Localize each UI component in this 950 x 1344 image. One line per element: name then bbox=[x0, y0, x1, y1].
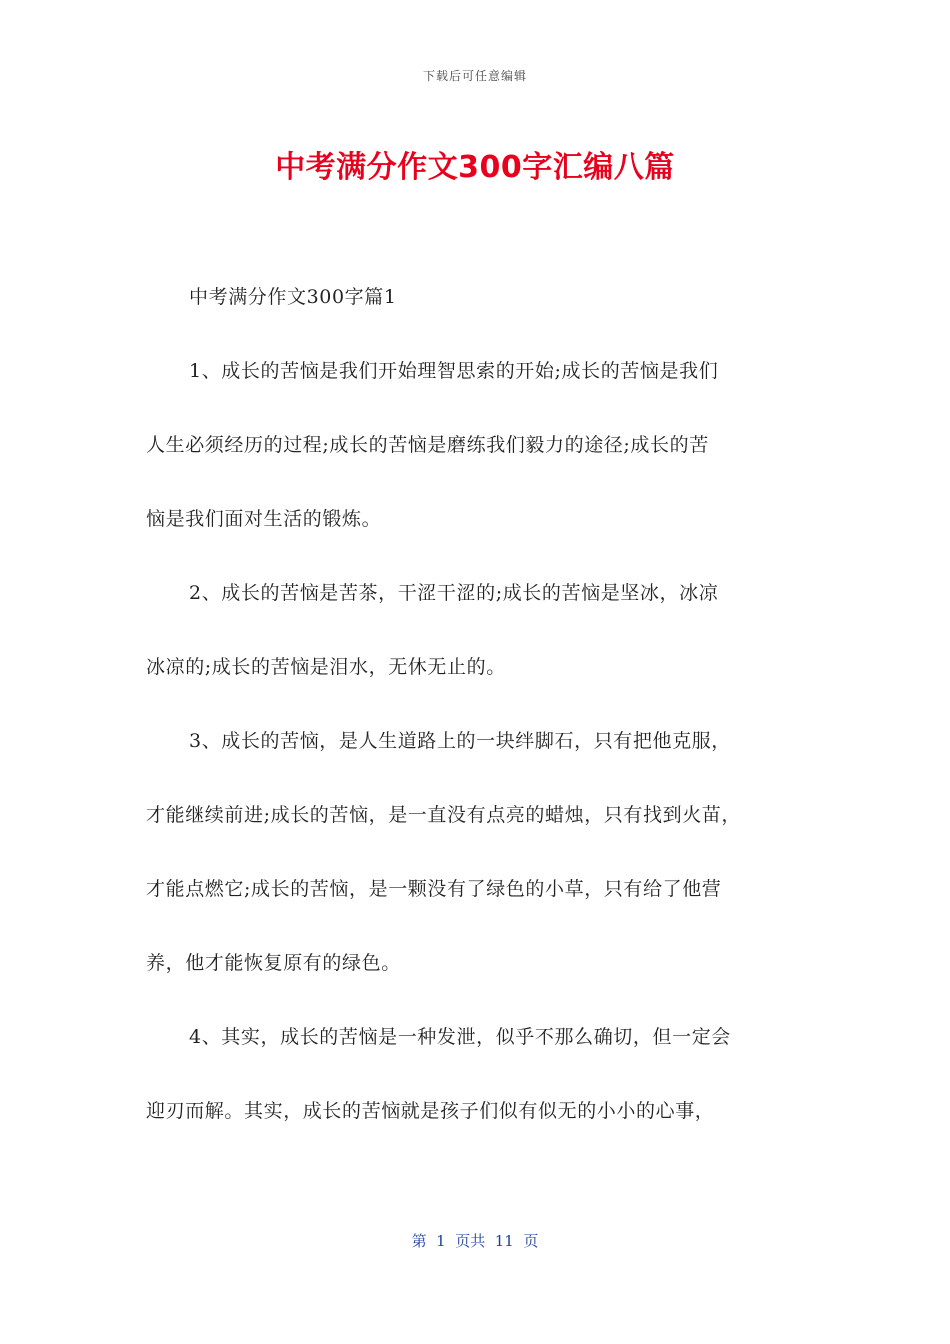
paragraph-line: 才能点燃它;成长的苦恼，是一颗没有了绿色的小草，只有给了他营 bbox=[146, 878, 722, 900]
paragraph-line: 4、其实，成长的苦恼是一种发泄，似乎不那么确切，但一定会 bbox=[189, 1026, 731, 1048]
paragraph-line: 恼是我们面对生活的锻炼。 bbox=[146, 508, 382, 530]
paragraph-line: 2、成长的苦恼是苦茶，干涩干涩的;成长的苦恼是坚冰，冰凉 bbox=[189, 582, 719, 604]
document-title: 中考满分作文300字汇编八篇 bbox=[275, 150, 675, 185]
paragraph-line: 3、成长的苦恼，是人生道路上的一块绊脚石，只有把他克服， bbox=[189, 730, 731, 752]
paragraph-line: 人生必须经历的过程;成长的苦恼是磨练我们毅力的途径;成长的苦 bbox=[146, 434, 709, 456]
paragraph-line: 才能继续前进;成长的苦恼，是一直没有点亮的蜡烛，只有找到火苗， bbox=[146, 804, 742, 826]
section-heading: 中考满分作文300字篇1 bbox=[189, 286, 397, 308]
paragraph-line: 冰凉的;成长的苦恼是泪水，无休无止的。 bbox=[146, 656, 506, 678]
page-footer: 第 1 页共 11 页 bbox=[411, 1232, 539, 1250]
paragraph-line: 1、成长的苦恼是我们开始理智思索的开始;成长的苦恼是我们 bbox=[189, 360, 719, 382]
paragraph-line: 迎刃而解。其实，成长的苦恼就是孩子们似有似无的小小的心事， bbox=[146, 1100, 715, 1122]
paragraph-line: 养，他才能恢复原有的绿色。 bbox=[146, 952, 401, 974]
header-note: 下载后可任意编辑 bbox=[422, 69, 527, 83]
